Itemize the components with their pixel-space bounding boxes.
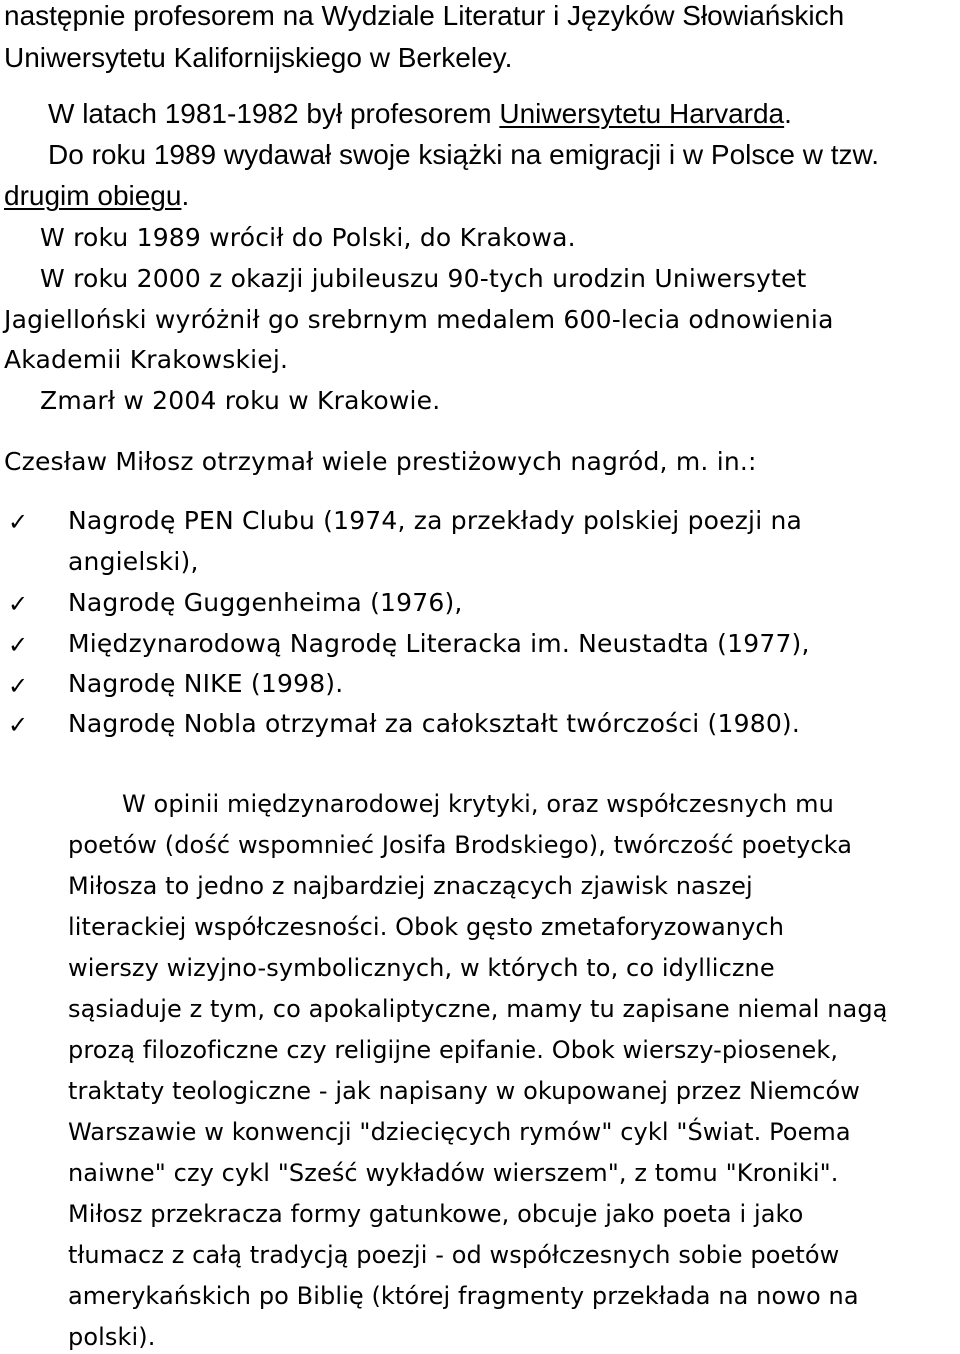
opinion-line: tłumacz z całą tradycją poezji - od współczesnych sobie poetów (68, 1241, 840, 1269)
opinion-line: polski). (68, 1323, 156, 1351)
checkmark-icon: ✓ (8, 508, 29, 536)
award-item-continued: angielski), (68, 547, 199, 576)
later-line-3: Jagielloński wyróżnił go srebrnym medalem 600-lecia odnowienia (4, 305, 834, 334)
opinion-line: naiwne" czy cykl "Sześć wykładów wierszem", z tomu "Kroniki". (68, 1159, 839, 1187)
bio-line-3-text: W latach 1981-1982 był profesorem (48, 98, 500, 129)
later-line-5: Zmarł w 2004 roku w Krakowie. (40, 386, 441, 415)
bio-line-2: Uniwersytetu Kalifornijskiego w Berkeley. (4, 42, 513, 73)
later-line-4: Akademii Krakowskiej. (4, 345, 289, 374)
bio-line-3 (48, 100, 792, 128)
bio-line-1: następnie profesorem na Wydziale Literatur i Języków Słowiańskich (4, 0, 845, 31)
award-item: Nagrodę Nobla otrzymał za całokształt twórczości (1980). (68, 709, 801, 738)
opinion-line: literackiej współczesności. Obok gęsto zmetaforyzowanych (68, 913, 785, 941)
later-line-2: W roku 2000 z okazji jubileuszu 90-tych urodzin Uniwersytet (40, 264, 807, 293)
checkmark-icon: ✓ (8, 590, 29, 618)
awards-intro: Czesław Miłosz otrzymał wiele prestiżowych nagród, m. in.: (4, 447, 757, 476)
opinion-line: prozą filozoficzne czy religijne epifanie. Obok wierszy-piosenek, (68, 1036, 839, 1064)
harvard-link[interactable]: Uniwersytetu Harvarda (499, 98, 785, 129)
award-item: Nagrodę Guggenheima (1976), (68, 588, 463, 617)
checkmark-icon: ✓ (8, 631, 29, 659)
opinion-line: poetów (dość wspomnieć Josifa Brodskiego), twórczość poetycka (68, 831, 853, 859)
opinion-line: Miłosza to jedno z najbardziej znaczących zjawisk naszej (68, 872, 753, 900)
opinion-line: Miłosz przekracza formy gatunkowe, obcuje jako poeta i jako (68, 1200, 804, 1228)
drugi-obieg-link[interactable]: drugim obiegu (4, 180, 182, 211)
opinion-line: amerykańskich po Biblię (której fragmenty przekłada na nowo na (68, 1282, 859, 1310)
bio-line-4: Do roku 1989 wydawał swoje książki na emigracji i w Polsce w tzw. (48, 139, 879, 170)
award-item: Nagrodę PEN Clubu (1974, za przekłady polskiej poezji na (68, 506, 803, 535)
checkmark-icon: ✓ (8, 672, 29, 700)
bio-line-5-end: . (181, 180, 190, 211)
opinion-line: wierszy wizyjno-symbolicznych, w których to, co idylliczne (68, 954, 775, 982)
opinion-line: sąsiaduje z tym, co apokaliptyczne, mamy tu zapisane niemal nagą (68, 995, 888, 1023)
opinion-line: traktaty teologiczne - jak napisany w okupowanej przez Niemców (68, 1077, 861, 1105)
later-line-1: W roku 1989 wrócił do Polski, do Krakowa. (40, 223, 576, 252)
award-item: Nagrodę NIKE (1998). (68, 669, 344, 698)
opinion-line: Warszawie w konwencji "dziecięcych rymów" cykl "Świat. Poema (68, 1118, 851, 1146)
bio-line-3-end: . (784, 98, 792, 129)
opinion-line: W opinii międzynarodowej krytyki, oraz współczesnych mu (122, 790, 834, 818)
checkmark-icon: ✓ (8, 711, 29, 739)
award-item: Międzynarodową Nagrodę Literacka im. Neustadta (1977), (68, 629, 810, 658)
bio-line-5 (4, 182, 189, 210)
